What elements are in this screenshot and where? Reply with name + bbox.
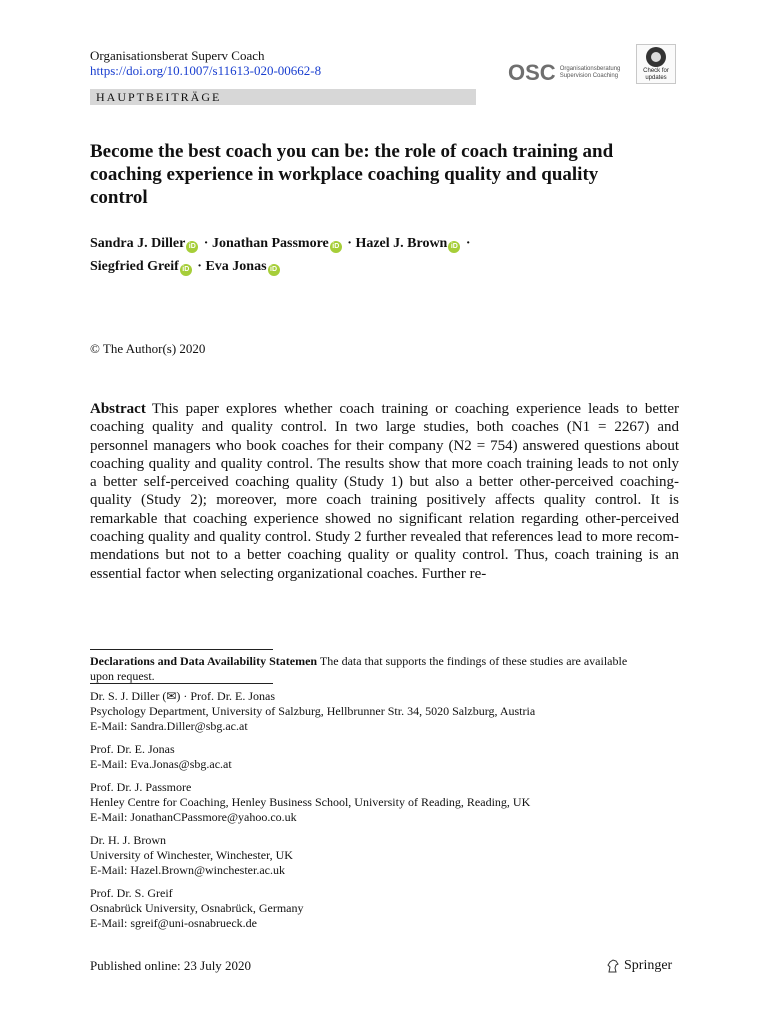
osc-logo-subtitle	[560, 66, 621, 80]
affiliation-name: Prof. Dr. S. Greif	[90, 886, 173, 900]
affiliation-email[interactable]: E-Mail: sgreif@uni-osnabrueck.de	[90, 916, 257, 930]
affiliation-block	[90, 780, 690, 825]
author-separator: ·	[465, 236, 471, 251]
section-bar	[90, 89, 476, 105]
affiliation-email[interactable]: E-Mail: Hazel.Brown@winchester.ac.uk	[90, 863, 285, 877]
orcid-icon[interactable]: iD	[180, 264, 192, 276]
author-name[interactable]: Eva Jonas	[205, 259, 267, 274]
affiliation-name: Dr. H. J. Brown	[90, 833, 167, 847]
copyright-notice: © The Author(s) 2020	[90, 341, 206, 356]
orcid-icon[interactable]: iD	[268, 264, 280, 276]
osc-logo-text: OSC	[508, 60, 556, 85]
osc-logo	[508, 62, 620, 84]
affiliation-block	[90, 833, 690, 878]
affiliation-email[interactable]: E-Mail: Sandra.Diller@sbg.ac.at	[90, 719, 248, 733]
affiliation-email[interactable]: E-Mail: JonathanCPassmore@yahoo.co.uk	[90, 810, 297, 824]
check-updates-badge	[646, 47, 666, 67]
declaration-text: The data that supports the findings of these studies are available upon request.	[90, 654, 628, 683]
affiliation-email[interactable]: E-Mail: Eva.Jonas@sbg.ac.at	[90, 757, 232, 771]
abstract	[90, 400, 679, 583]
doi-link[interactable]: https://doi.org/10.1007/s11613-020-00662-8	[90, 63, 322, 78]
orcid-icon[interactable]: iD	[186, 241, 198, 253]
section-label: HAUPTBEITRÄGE	[96, 90, 222, 104]
declaration-underline	[90, 683, 273, 684]
orcid-icon[interactable]: iD	[448, 241, 460, 253]
check-for-updates-icon[interactable]	[636, 44, 676, 84]
affiliation-block	[90, 886, 690, 931]
author-separator: ·	[203, 236, 209, 251]
affiliation-address: Henley Centre for Coaching, Henley Business School, University of Reading, Reading, UK	[90, 795, 531, 809]
affiliation-name: Dr. S. J. Diller (✉) · Prof. Dr. E. Jonas	[90, 689, 276, 703]
published-date: Published online: 23 July 2020	[90, 958, 252, 973]
footnote-divider	[90, 649, 273, 650]
author-name[interactable]: Sandra J. Diller	[90, 236, 186, 251]
author-separator: ·	[347, 236, 352, 251]
abstract-label: Abstract	[90, 401, 146, 417]
affiliation-name: Prof. Dr. E. Jonas	[90, 742, 175, 756]
orcid-icon[interactable]: iD	[330, 241, 342, 253]
osc-subtitle-line2: Supervision Coaching	[559, 73, 619, 79]
affiliation-block	[90, 689, 690, 734]
author-separator: ·	[197, 259, 202, 274]
abstract-text: This paper explores whether coach training or coaching experience leads to better coaching quality and quality control. In two large studies, both coaches (N1 = 2267) and personnel managers who book coaches for their company (N2 = 754) answered questions about coaching quality and quality control. The results show that more coach training leads to not only a better self-perceived coaching quality (Study 1) but also a better other-perceived coaching-quality (Study 2); moreover, more coach training positively affects quality control. It is remarkable that coaching experience showed no significant relation regarding other-perceived coaching quality and quality control. Study 2 further revealed that references lead to more recommendations but not to a better coaching quality or quality control. Thus, coach training is an essential factor when selecting organizational coaches. Further re-	[90, 401, 679, 582]
author-name[interactable]: Hazel J. Brown	[355, 236, 448, 251]
affiliation-block	[90, 742, 690, 772]
springer-horse-icon	[606, 959, 620, 973]
osc-subtitle-line1: Organisationsberatung	[559, 66, 621, 72]
check-updates-text	[637, 68, 675, 82]
springer-text: Springer	[624, 958, 673, 973]
author-list	[90, 232, 690, 278]
affiliation-name: Prof. Dr. J. Passmore	[90, 780, 192, 794]
author-name[interactable]: Siegfried Greif	[90, 259, 179, 274]
declaration-label: Declarations and Data Availability Statemen	[90, 654, 318, 668]
affiliation-address: Psychology Department, University of Salzburg, Hellbrunner Str. 34, 5020 Salzburg, Austria	[90, 704, 536, 718]
springer-logo	[606, 958, 672, 974]
check-updates-line1: Check for	[643, 68, 669, 74]
affiliation-address: Osnabrück University, Osnabrück, Germany	[90, 901, 304, 915]
author-name[interactable]: Jonathan Passmore	[211, 236, 329, 251]
declaration-note	[90, 654, 650, 684]
affiliation-address: University of Winchester, Winchester, UK	[90, 848, 293, 862]
journal-name: Organisationsberat Superv Coach	[90, 48, 265, 63]
article-title: Become the best coach you can be: the role of coach training and coaching experience in workplace coaching quality and quality control	[90, 141, 614, 208]
check-updates-line2: updates	[645, 75, 667, 81]
